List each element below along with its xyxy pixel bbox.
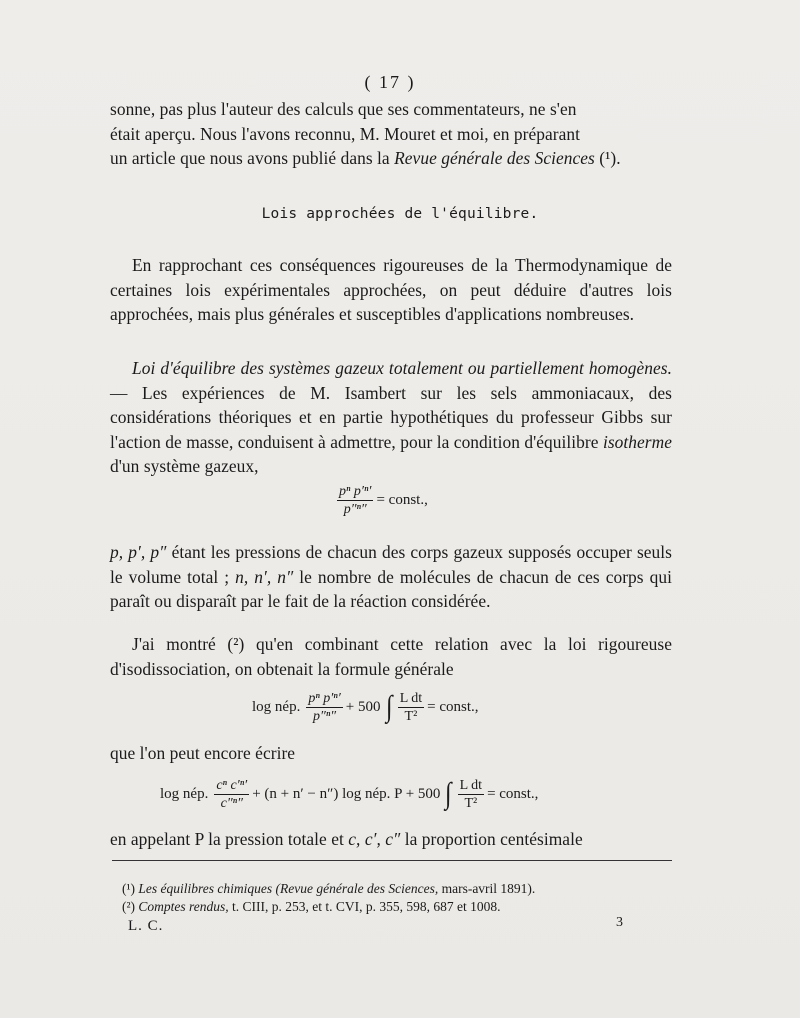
footnote-divider xyxy=(112,860,672,861)
equation-1-fraction xyxy=(337,484,373,517)
paragraph-pressions xyxy=(110,540,672,614)
equation-1-rhs: = const., xyxy=(376,492,428,508)
footnote-1-text: mars-avril 1891). xyxy=(438,881,536,896)
paragraph-montre-text: J'ai montré (²) qu'en combinant cette relation avec la loi rigoureuse d'isodissociation, on obtenait la formule générale xyxy=(110,634,672,679)
equation-3-denominator: c″ⁿ″ xyxy=(220,795,243,811)
pressure-variables: p, p′, p″ xyxy=(110,542,167,562)
loi-text-2: d'un système gazeux, xyxy=(110,456,259,476)
equation-3-fraction xyxy=(214,778,249,811)
signature: L. C. xyxy=(128,918,164,934)
paragraph-appelant xyxy=(110,827,672,852)
equation-1-denominator: p″ⁿ″ xyxy=(343,502,367,517)
equation-2-fraction xyxy=(306,691,342,724)
journal-title: Revue générale des Sciences xyxy=(394,148,595,168)
integral-sign: ∫ xyxy=(445,777,452,810)
isotherme-word: isotherme xyxy=(602,431,672,452)
footnote-2-marker: (²) xyxy=(122,899,136,914)
footnote-2-title: Comptes rendus, xyxy=(138,899,229,914)
equation-2 xyxy=(252,690,479,724)
footnote-1-marker: (¹) xyxy=(122,881,136,896)
equation-2-integrand-denominator: T² xyxy=(404,708,418,724)
equation-2-integrand xyxy=(398,691,424,724)
paragraph-ecrire xyxy=(110,741,672,766)
equation-3-middle: + (n + n′ − n″) log nép. P + 500 xyxy=(252,785,441,802)
equation-3-integrand-denominator: T² xyxy=(464,795,478,811)
integral-sign: ∫ xyxy=(385,690,392,723)
equation-2-log: log nép. xyxy=(252,698,301,715)
section-title: Lois approchées de l'équilibre. xyxy=(261,206,539,222)
equation-2-denominator: p″ⁿ″ xyxy=(313,708,337,724)
equation-3-rhs: = const., xyxy=(487,785,539,802)
intro-line-1: sonne, pas plus l'auteur des calculs que ses commentateurs, ne s'en xyxy=(110,99,577,119)
intro-line-2: était aperçu. Nous l'avons reconnu, M. Mouret et moi, en préparant xyxy=(110,123,581,144)
paragraph-ecrire-text: que l'on peut encore écrire xyxy=(110,743,296,763)
equation-3-integrand-numerator: L dt xyxy=(459,777,483,793)
footnote-ref-1: (¹). xyxy=(594,148,621,168)
pressions-text-1: étant les pressions de chacun des corps gazeux supposés occuper seuls le volume total ; xyxy=(110,542,672,587)
intro-line-3 xyxy=(110,146,672,171)
appelant-text-2: la proportion centésimale xyxy=(400,829,583,849)
molecule-variables: n, n′, n″ xyxy=(235,566,294,587)
paragraph-montre xyxy=(110,632,672,681)
sheet-number: 3 xyxy=(616,915,623,930)
footnote-1 xyxy=(122,880,535,898)
footnote-1-title: Les équilibres chimiques (Revue générale des Sciences, xyxy=(138,881,439,896)
equation-3-log: log nép. xyxy=(160,785,209,802)
equation-2-plus: + 500 xyxy=(345,698,381,715)
footnotes xyxy=(122,880,535,916)
paragraph-rapprochant-text: En rapprochant ces conséquences rigoureuses de la Thermodynamique de certaines lois expérimentales approchées, on peut déduire d'autres lois approchées, mais plus générales et susceptibles d'applications nombreuses. xyxy=(110,255,672,324)
equation-2-rhs: = const., xyxy=(427,698,479,715)
proportion-variables: c, c′, c″ xyxy=(348,829,401,849)
equation-3-numerator: cⁿ c′ⁿ′ xyxy=(216,777,248,793)
equation-3 xyxy=(160,777,538,811)
equation-2-integrand-numerator: L dt xyxy=(399,690,423,706)
paragraph-loi xyxy=(110,356,672,479)
equation-1-numerator: pⁿ p′ⁿ′ xyxy=(339,484,372,499)
paragraph-rapprochant xyxy=(110,253,672,327)
loi-heading: Loi d'équilibre des systèmes gazeux totalement ou partiellement homogènes. xyxy=(132,358,672,378)
equation-3-integrand xyxy=(458,778,484,811)
pressions-text-2: le nombre de molécules de chacun de ces corps qui paraît ou disparaît par le fait de la réaction considérée. xyxy=(110,566,672,611)
footnote-2-text: t. CIII, p. 253, et t. CVI, p. 355, 598, 687 et 1008. xyxy=(228,899,501,914)
equation-1 xyxy=(334,484,428,517)
loi-text-1: — Les expériences de M. Isambert sur les sels ammoniacaux, des considérations théoriques et en partie hypothétiques du professeur Gibbs sur l'action de masse, conduisent à admettre, pour la condition d'équilibre xyxy=(110,382,672,452)
equation-2-numerator: pⁿ p′ⁿ′ xyxy=(308,690,341,706)
appelant-text-1: en appelant P la pression totale et xyxy=(110,829,349,849)
intro-line-3-text: un article que nous avons publié dans la xyxy=(110,148,395,168)
page-number: ( 17 ) xyxy=(364,72,416,92)
intro-paragraph xyxy=(110,97,672,171)
footnote-2 xyxy=(122,898,535,916)
